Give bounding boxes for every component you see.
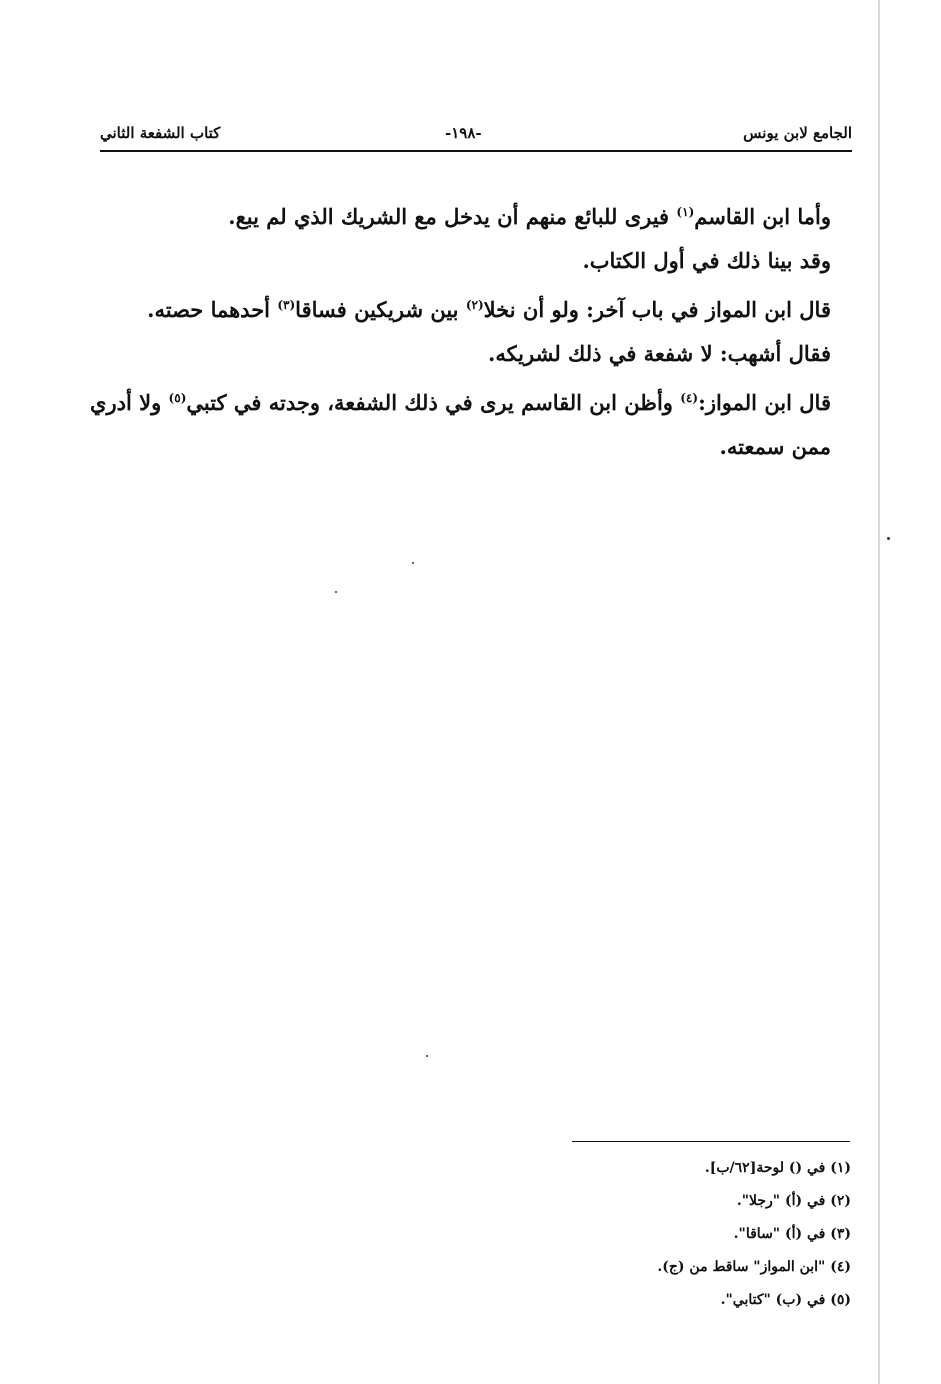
footnote-1: (١) في () لوحة[٦٢/ب]. bbox=[704, 1160, 851, 1176]
scan-edge-line bbox=[878, 0, 880, 1384]
scan-speck bbox=[426, 1055, 428, 1057]
paragraph-1 bbox=[88, 190, 831, 239]
text-run: وأظن ابن القاسم يرى في ذلك الشفعة، وجدته في كتبي bbox=[186, 390, 681, 415]
footnote-5: (٥) في (ب) "كتابي". bbox=[720, 1292, 851, 1308]
text-run: فيرى للبائع منهم أن يدخل مع الشريك الذي لم يبع. bbox=[228, 204, 677, 229]
main-text bbox=[88, 190, 831, 469]
paragraph-4: فقال أشهب: لا شفعة في ذلك لشريكه. bbox=[488, 341, 831, 366]
header-book-title: الجامع لابن يونس bbox=[743, 124, 852, 142]
paragraph-2: وقد بينا ذلك في أول الكتاب. bbox=[582, 248, 831, 273]
text-run: أحدهما حصته. bbox=[147, 297, 278, 322]
footnote-3: (٣) في (أ) "ساقا". bbox=[733, 1226, 851, 1242]
footnotes bbox=[351, 1152, 851, 1317]
text-run: ولا أدري ممن سمعته. bbox=[90, 390, 831, 459]
paragraph-3 bbox=[88, 283, 831, 332]
footnote-ref-5: (٥) bbox=[168, 391, 187, 405]
text-run: قال ابن المواز في باب آخر: ولو أن نخلا bbox=[483, 297, 831, 322]
header-chapter-title: كتاب الشفعة الثاني bbox=[100, 124, 221, 142]
footnote-ref-3: (٣) bbox=[277, 298, 296, 312]
footnote-2: (٢) في (أ) "رجلا". bbox=[736, 1193, 851, 1209]
running-header bbox=[100, 120, 852, 154]
scan-speck bbox=[335, 591, 337, 593]
scan-speck bbox=[412, 562, 414, 564]
footnote-4: (٤) "ابن المواز" ساقط من (ج). bbox=[657, 1259, 851, 1275]
paragraph-5 bbox=[88, 376, 831, 469]
footnote-ref-4: (٤) bbox=[680, 391, 699, 405]
footnote-rule bbox=[572, 1141, 850, 1142]
footnote-ref-1: (١) bbox=[676, 205, 695, 219]
text-run: قال ابن المواز: bbox=[698, 390, 831, 415]
scan-speck bbox=[887, 537, 890, 540]
footnote-ref-2: (٢) bbox=[465, 298, 484, 312]
text-run: وأما ابن القاسم bbox=[694, 204, 831, 229]
text-run: بين شريكين فساقا bbox=[295, 297, 466, 322]
page-number: -١٩٨- bbox=[445, 124, 482, 142]
header-rule bbox=[100, 150, 852, 152]
